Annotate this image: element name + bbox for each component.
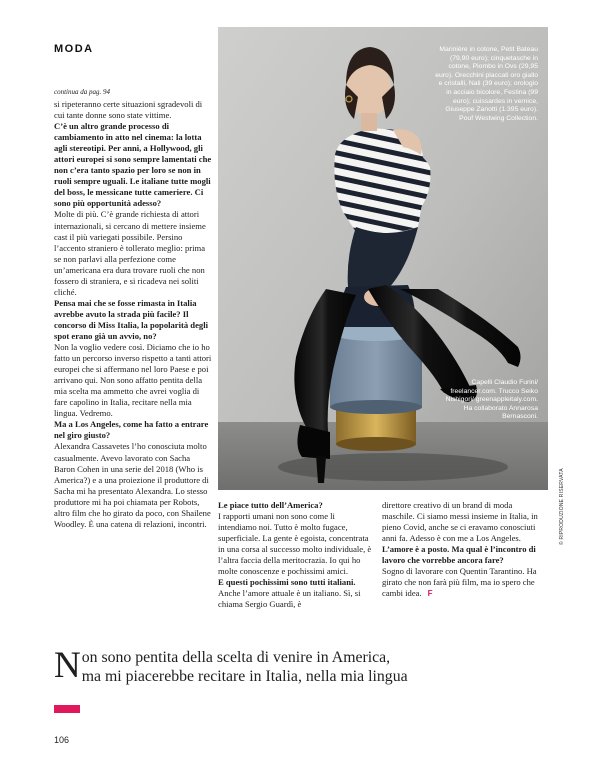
photo-caption-styling: Capelli Claudio Furini/ freelancer.com. Trucco Seiko Nishigori/ greenappleitaly.com. Ha collaborato Annarosa Bernasconi. (445, 379, 538, 421)
pull-quote-dropcap: N (54, 645, 81, 686)
interview-answer: Non la voglio vedere così. Diciamo che io ho fatto un percorso inverso rispetto a tanti attori europei che si affermano nel loro Paese e poi arrivano qui. Non sono affatto pentita della mia scelta ma ammetto che avrei voglia di fare capolino in Italia, recitare nella mia lingua. Vedremo. (54, 342, 212, 419)
interview-answer: I rapporti umani non sono come li intendiamo noi. Tutto è molto fugace, superficiale. La gente è egoista, concentrata in una corsa al successo molto individuale, è l’altra faccia della meritocrazia. Io qui ho molte conoscenze e pochissimi amici. (218, 511, 372, 577)
interview-question: Ma a Los Angeles, come ha fatto a entrare nel giro giusto? (54, 419, 209, 441)
interview-answer: Molte di più. C’è grande richiesta di attori internazionali, si cercano di mettere insieme cast il più variegati possibile. Persino l’accento straniero è tollerato meglio: prima se non parlavi alla perfezione come un’americana era dura trovare ruoli che non fossero di straniera, e si ricadeva nei soliti cliché. (54, 209, 206, 297)
section-title: MODA (54, 43, 94, 55)
page-number: 106 (54, 735, 70, 745)
fashion-photo (218, 27, 548, 490)
interview-question: E questi pochissimi sono tutti italiani. (218, 577, 356, 588)
interview-answer: si ripeteranno certe situazioni sgradevoli di cui tante donne sono state vittime. (54, 99, 203, 121)
text-column-3 (382, 500, 547, 599)
text-column-2 (218, 500, 374, 610)
end-of-article-mark: F (427, 589, 433, 599)
interview-answer: Alexandra Cassavetes l’ho conosciuta molto casualmente. Avevo lavorato con Sacha Baron Cohen in una serie del 2018 (Who is America?) e a una proiezione il produttore di Sacha mi ha presentato Alexandra. Lo stesso produttore mi ha poi chiamata per Robots, altro film che ho girato da poco, con Shailene Woodley. È una catena di relazioni, incontri. (54, 441, 211, 529)
interview-answer: Anche l’amore attuale è un italiano. Sì, si chiama Sergio Guardì, è (218, 588, 361, 610)
interview-answer: Sogno di lavorare con Quentin Tarantino. Ha girato che non farà più film, ma io spero che cambi idea. F (382, 566, 537, 599)
pull-quote-line-2: ma mi piacerebbe recitare in Italia, nella mia lingua (81, 668, 408, 685)
interview-question: Pensa mai che se fosse rimasta in Italia avrebbe avuto la strada più facile? Il concorso di Miss Italia, la popolarità degli spot erano già un avvio, no? (54, 297, 208, 341)
copyright-notice: © RIPRODUZIONE RISERVATA (559, 468, 565, 545)
interview-question: L’amore è a posto. Ma qual è l’incontro di lavoro che vorrebbe ancora fare? (382, 544, 536, 566)
continued-from: continua da pag. 94 (54, 88, 110, 96)
pull-quote-line-1: on sono pentita della scelta di venire in America, (81, 649, 391, 666)
interview-question: Le piace tutto dell’America? (218, 500, 323, 510)
pull-quote (54, 645, 554, 686)
interview-question: C’è un altro grande processo di cambiamento in atto nel cinema: la lotta agli stereotipi. Per anni, a Hollywood, gli attori europei si sono sempre lamentati che non c’era tanto spazio per loro se non in ruoli sempre uguali. Le italiane tutte mogli del boss, le messicane tutte cameriere. Ci sono più opportunità adesso? (54, 121, 212, 209)
photo-caption-credits: Marinière in cotone, Petit Bateau (79,90 euro); cinquetasche in cotone, Piombo in Ovs (29,95 euro). Orecchini placcati oro giallo e cristalli, Nali (39 euro); orologio in acciaio bicolore, Festina (99 euro); cuissardes in vernice, Giuseppe Zanotti (1.395 euro). Pouf Westwing Collection. (435, 46, 538, 122)
interview-answer: direttore creativo di un brand di moda maschile. Ci siamo messi insieme in Italia, in pieno Covid, anche se ci eravamo conosciuti anni fa. Adesso è con me a Los Angeles. (382, 500, 538, 544)
text-column-1 (54, 99, 212, 530)
accent-bar (54, 705, 80, 713)
